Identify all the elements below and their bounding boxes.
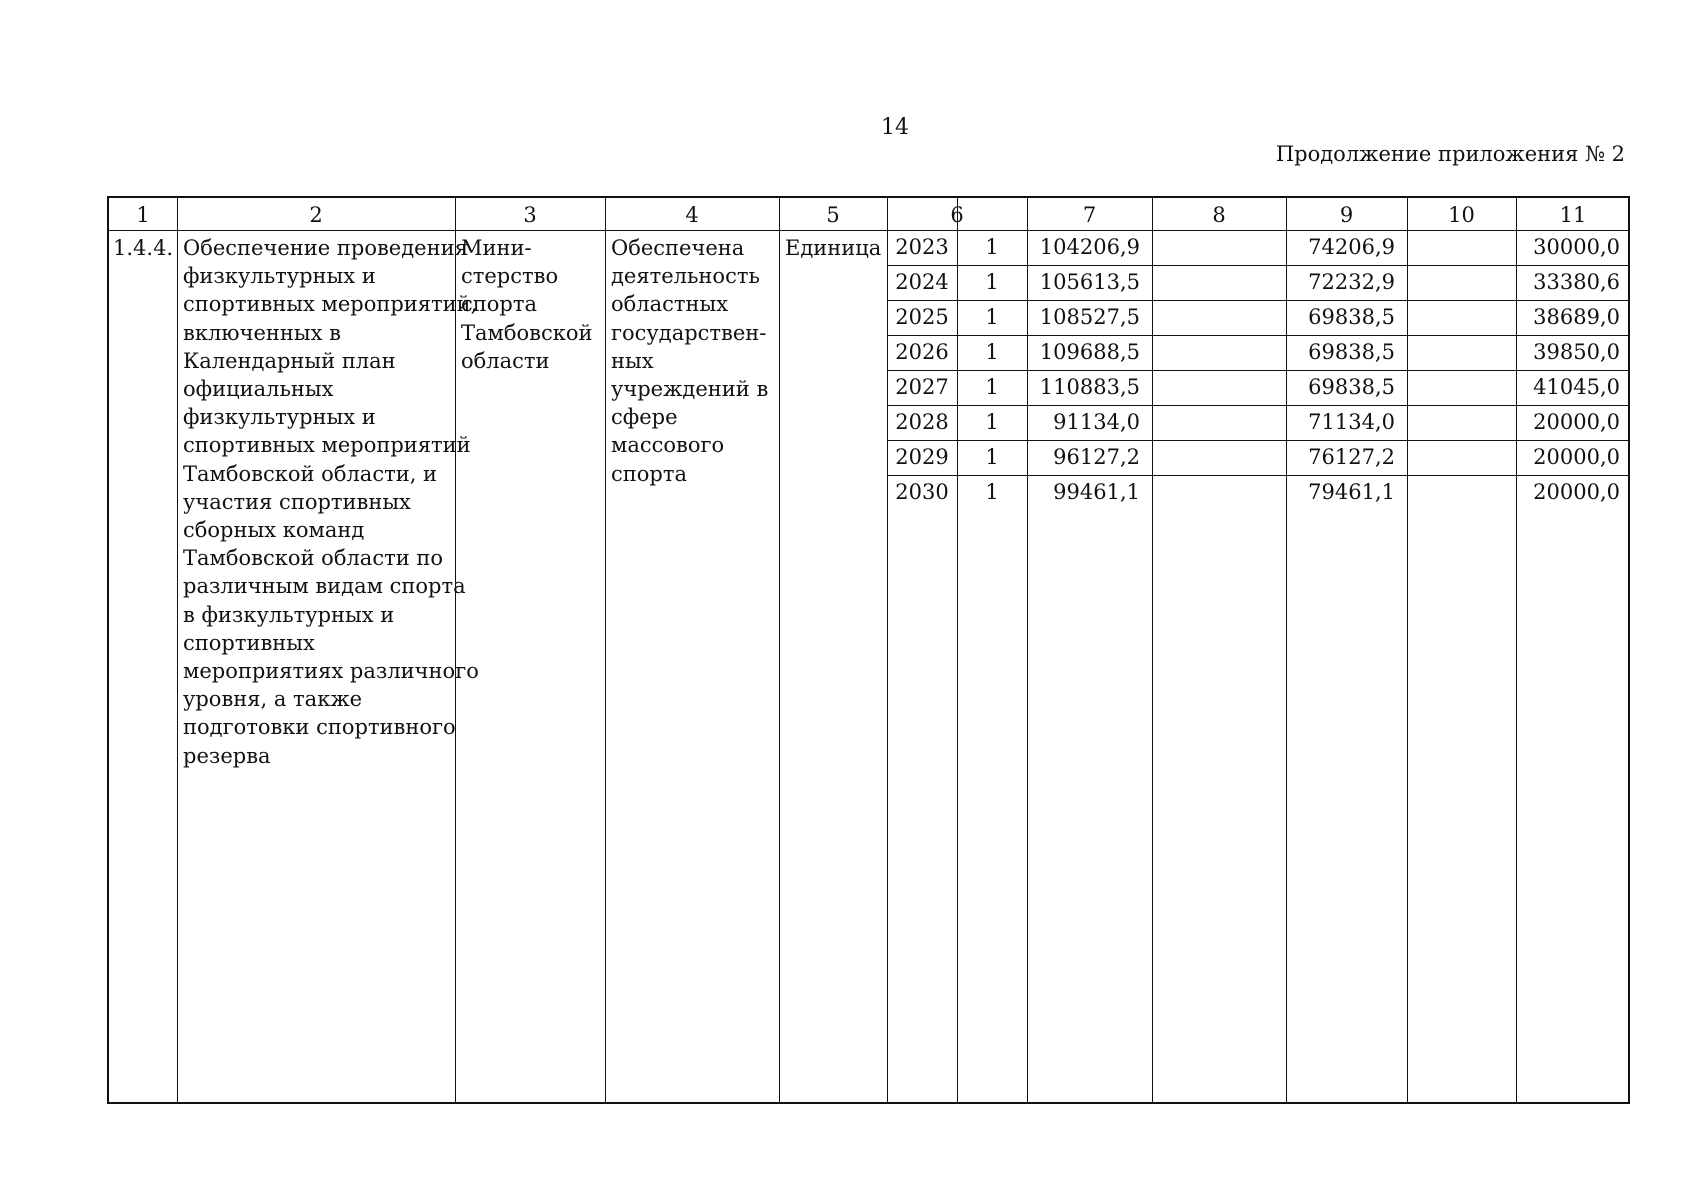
row-col11: 20000,0 <box>1533 410 1620 434</box>
entry-executor-line: области <box>461 348 550 373</box>
entry-name-line: включенных в <box>183 320 341 345</box>
row-col9: 69838,5 <box>1308 340 1395 364</box>
entry-result-line: деятельность <box>611 264 760 289</box>
entry-name <box>183 234 479 770</box>
row-col11: 38689,0 <box>1533 305 1620 329</box>
entry-code: 1.4.4. <box>113 236 174 260</box>
entry-executor-line: Тамбовской <box>461 320 593 345</box>
entry-name-line: официальных <box>183 377 334 402</box>
row-year: 2030 <box>895 480 949 504</box>
entry-name-line: подготовки спортивного <box>183 715 456 740</box>
entry-result-line: сфере <box>611 405 678 430</box>
entry-name-line: уровня, а также <box>183 687 363 712</box>
row-col10 <box>1407 335 1504 370</box>
row-col8 <box>1152 265 1274 300</box>
row-year: 2023 <box>895 235 949 259</box>
entry-result-line: учреждений в <box>611 377 769 402</box>
column-header-2: 2 <box>309 203 323 227</box>
entry-name-line: физкультурных и <box>183 405 376 430</box>
row-year: 2026 <box>895 340 949 364</box>
entry-result <box>611 234 768 488</box>
row-col10 <box>1407 475 1504 510</box>
entry-result-line: массового <box>611 433 725 458</box>
row-col11: 30000,0 <box>1533 235 1620 259</box>
column-header-1: 1 <box>136 203 150 227</box>
row-indicator-value: 1 <box>985 305 999 329</box>
row-indicator-value: 1 <box>985 270 999 294</box>
row-total: 99461,1 <box>1053 480 1140 504</box>
row-col8 <box>1152 405 1274 440</box>
row-year: 2029 <box>895 445 949 469</box>
column-header-10: 10 <box>1448 203 1475 227</box>
entry-result-line: ных <box>611 348 654 373</box>
row-col9: 72232,9 <box>1308 270 1395 294</box>
row-total: 104206,9 <box>1039 235 1140 259</box>
column-header-6: 6 <box>950 203 964 227</box>
row-total: 109688,5 <box>1039 340 1140 364</box>
row-col9: 79461,1 <box>1308 480 1395 504</box>
column-header-3: 3 <box>523 203 537 227</box>
row-col10 <box>1407 230 1504 265</box>
entry-name-line: в физкультурных и <box>183 602 395 627</box>
row-col11: 20000,0 <box>1533 445 1620 469</box>
column-header-11: 11 <box>1559 203 1587 227</box>
entry-name-line: спортивных мероприятий, <box>183 292 478 317</box>
entry-name-line: физкультурных и <box>183 264 376 289</box>
row-indicator-value: 1 <box>985 480 999 504</box>
row-col8 <box>1152 230 1274 265</box>
row-col10 <box>1407 300 1504 335</box>
column-header-5: 5 <box>826 203 840 227</box>
row-indicator-value: 1 <box>985 375 999 399</box>
column-divider <box>779 198 780 1102</box>
row-col9: 69838,5 <box>1308 375 1395 399</box>
data-table <box>107 196 1630 1104</box>
column-header-8: 8 <box>1212 203 1226 227</box>
row-col10 <box>1407 265 1504 300</box>
row-col11: 41045,0 <box>1533 375 1620 399</box>
row-total: 108527,5 <box>1039 305 1140 329</box>
row-year: 2024 <box>895 270 949 294</box>
row-indicator-value: 1 <box>985 445 999 469</box>
column-divider <box>605 198 606 1102</box>
entry-unit: Единица <box>785 236 882 260</box>
row-col9: 74206,9 <box>1308 235 1395 259</box>
row-col8 <box>1152 475 1274 510</box>
row-indicator-value: 1 <box>985 340 999 364</box>
entry-name-line: спортивных мероприятий <box>183 433 471 458</box>
row-col10 <box>1407 405 1504 440</box>
entry-name-line: Тамбовской области, и <box>183 461 438 486</box>
entry-name-line: участия спортивных <box>183 489 411 514</box>
row-indicator-value: 1 <box>985 410 999 434</box>
entry-result-line: областных <box>611 292 729 317</box>
row-col11: 33380,6 <box>1533 270 1620 294</box>
row-col8 <box>1152 440 1274 475</box>
page-number: 14 <box>881 115 909 140</box>
row-total: 96127,2 <box>1053 445 1140 469</box>
row-year: 2027 <box>895 375 949 399</box>
entry-result-line: Обеспечена <box>611 236 745 260</box>
row-col10 <box>1407 370 1504 405</box>
entry-name-line: различным видам спорта <box>183 574 466 599</box>
row-col11: 20000,0 <box>1533 480 1620 504</box>
column-header-7: 7 <box>1082 203 1097 227</box>
entry-executor-line: стерство <box>461 264 559 289</box>
row-col9: 71134,0 <box>1308 410 1395 434</box>
column-header-4: 4 <box>685 203 699 227</box>
entry-name-line: Тамбовской области по <box>183 546 444 571</box>
row-col9: 76127,2 <box>1308 445 1395 469</box>
entry-result-line: спорта <box>611 461 687 486</box>
column-header-9: 9 <box>1339 203 1354 227</box>
row-indicator-value: 1 <box>985 235 999 259</box>
row-col8 <box>1152 300 1274 335</box>
row-total: 105613,5 <box>1039 270 1140 294</box>
appendix-continuation-note: Продолжение приложения № 2 <box>1275 142 1625 166</box>
column-divider <box>177 198 178 1102</box>
row-total: 91134,0 <box>1053 410 1140 434</box>
row-total: 110883,5 <box>1039 375 1140 399</box>
entry-name-line: Обеспечение проведения <box>183 236 468 260</box>
entry-name-line: мероприятиях различного <box>183 659 479 684</box>
row-year: 2028 <box>895 410 949 434</box>
row-col8 <box>1152 335 1274 370</box>
row-col10 <box>1407 440 1504 475</box>
entry-name-line: спортивных <box>183 630 315 655</box>
entry-result-line: государствен- <box>611 320 767 345</box>
entry-name-line: резерва <box>183 743 271 768</box>
entry-executor-line: спорта <box>461 292 537 317</box>
entry-name-line: сборных команд <box>183 518 365 543</box>
row-col9: 69838,5 <box>1308 305 1395 329</box>
entry-executor-line: Мини- <box>461 236 532 260</box>
row-col8 <box>1152 370 1274 405</box>
entry-name-line: Календарный план <box>183 348 396 373</box>
row-year: 2025 <box>895 305 949 329</box>
entry-executor <box>461 234 593 375</box>
row-col11: 39850,0 <box>1533 340 1620 364</box>
